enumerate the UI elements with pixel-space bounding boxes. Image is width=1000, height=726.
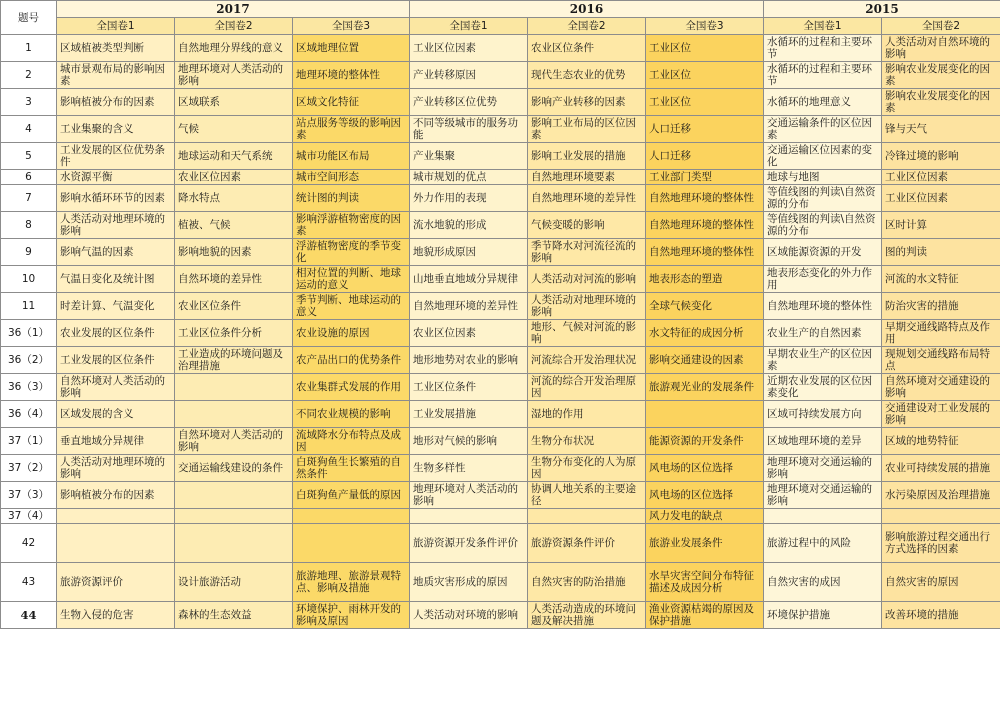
topic-cell: 地表形态的塑造 xyxy=(646,266,764,293)
topic-cell: 水污染原因及治理措施 xyxy=(882,482,1000,509)
paper-header: 全国卷1 xyxy=(57,18,175,35)
topic-cell: 水文特征的成因分析 xyxy=(646,320,764,347)
topic-cell: 河流的综合开发治理原因 xyxy=(528,374,646,401)
table-row xyxy=(1,212,1000,239)
paper-header-row xyxy=(1,18,1000,35)
topic-cell: 风电场的区位选择 xyxy=(646,482,764,509)
topic-cell: 影响气温的因素 xyxy=(57,239,175,266)
topic-cell: 交通运输线建设的条件 xyxy=(175,455,293,482)
topic-cell: 生物入侵的危害 xyxy=(57,602,175,629)
table-row xyxy=(1,185,1000,212)
topic-cell: 工业区位因素 xyxy=(882,170,1000,185)
topic-cell: 农业区位因素 xyxy=(175,170,293,185)
topic-cell: 自然地理环境的整体性 xyxy=(646,212,764,239)
topic-cell xyxy=(57,509,175,524)
topic-cell: 交通建设对工业发展的影响 xyxy=(882,401,1000,428)
topic-cell: 影响农业发展变化的因素 xyxy=(882,62,1000,89)
topic-cell: 水旱灾害空间分布特征描述及成因分析 xyxy=(646,563,764,602)
table-row xyxy=(1,428,1000,455)
topic-cell xyxy=(175,509,293,524)
topic-cell: 区域地理环境的差异 xyxy=(764,428,882,455)
topic-cell: 地理环境的整体性 xyxy=(293,62,410,89)
question-number: 9 xyxy=(1,239,57,266)
question-number: 43 xyxy=(1,563,57,602)
topic-cell: 地理环境对人类活动的影响 xyxy=(410,482,528,509)
topic-cell: 农业区位因素 xyxy=(410,320,528,347)
topic-cell: 自然环境对人类活动的影响 xyxy=(57,374,175,401)
table-row xyxy=(1,89,1000,116)
topic-cell: 旅游观光业的发展条件 xyxy=(646,374,764,401)
question-number: 5 xyxy=(1,143,57,170)
year-header-row xyxy=(1,1,1000,18)
topic-cell: 自然环境的差异性 xyxy=(175,266,293,293)
topic-cell: 锋与天气 xyxy=(882,116,1000,143)
table-row xyxy=(1,320,1000,347)
topic-cell: 渔业资源枯竭的原因及保护措施 xyxy=(646,602,764,629)
topic-cell: 水资源平衡 xyxy=(57,170,175,185)
question-number: 42 xyxy=(1,524,57,563)
topic-cell: 协调人地关系的主要途径 xyxy=(528,482,646,509)
topic-cell: 地质灾害形成的原因 xyxy=(410,563,528,602)
topic-cell: 城市空间形态 xyxy=(293,170,410,185)
topic-cell: 影响水循环环节的因素 xyxy=(57,185,175,212)
topic-cell: 地形对气候的影响 xyxy=(410,428,528,455)
table-row xyxy=(1,455,1000,482)
topic-cell: 地理环境对交通运输的影响 xyxy=(764,455,882,482)
topic-cell: 区域能源资源的开发 xyxy=(764,239,882,266)
topic-cell: 地表形态变化的外力作用 xyxy=(764,266,882,293)
topic-cell: 人类活动对地理环境的影响 xyxy=(57,455,175,482)
topic-cell: 人类活动对自然环境的影响 xyxy=(882,35,1000,62)
paper-header: 全国卷1 xyxy=(764,18,882,35)
topic-cell: 工业集聚的含义 xyxy=(57,116,175,143)
topic-cell xyxy=(764,509,882,524)
topic-cell: 旅游资源条件评价 xyxy=(528,524,646,563)
topic-cell: 风力发电的缺点 xyxy=(646,509,764,524)
topic-cell: 地貌形成原因 xyxy=(410,239,528,266)
topic-cell: 影响农业发展变化的因素 xyxy=(882,89,1000,116)
table-row xyxy=(1,563,1000,602)
topic-cell: 区域联系 xyxy=(175,89,293,116)
topic-cell: 旅游资源评价 xyxy=(57,563,175,602)
topic-cell: 地形、气候对河流的影响 xyxy=(528,320,646,347)
topic-cell: 城市功能区布局 xyxy=(293,143,410,170)
question-number: 10 xyxy=(1,266,57,293)
topic-cell xyxy=(882,509,1000,524)
topic-cell: 影响产业转移的因素 xyxy=(528,89,646,116)
question-number: 36（2） xyxy=(1,347,57,374)
topic-cell: 风电场的区位选择 xyxy=(646,455,764,482)
paper-header: 全国卷2 xyxy=(528,18,646,35)
topic-cell: 旅游地理、旅游景观特点、影响及措施 xyxy=(293,563,410,602)
topic-cell: 近期农业发展的区位因素变化 xyxy=(764,374,882,401)
topic-cell: 人类活动造成的环境问题及解决措施 xyxy=(528,602,646,629)
topic-cell: 全球气候变化 xyxy=(646,293,764,320)
topic-cell: 现代生态农业的优势 xyxy=(528,62,646,89)
topic-cell xyxy=(175,401,293,428)
topic-cell: 地球与地图 xyxy=(764,170,882,185)
topic-cell xyxy=(175,482,293,509)
topic-cell: 影响工业发展的措施 xyxy=(528,143,646,170)
table-row xyxy=(1,62,1000,89)
topic-cell: 工业区位因素 xyxy=(882,185,1000,212)
topic-cell: 人类活动对地理环境的影响 xyxy=(57,212,175,239)
topic-cell: 工业发展措施 xyxy=(410,401,528,428)
topic-cell: 农业生产的自然因素 xyxy=(764,320,882,347)
paper-header: 全国卷3 xyxy=(646,18,764,35)
topic-cell: 自然地理分界线的意义 xyxy=(175,35,293,62)
question-number: 1 xyxy=(1,35,57,62)
question-number: 3 xyxy=(1,89,57,116)
topic-cell: 降水特点 xyxy=(175,185,293,212)
table-row xyxy=(1,116,1000,143)
topic-cell: 湿地的作用 xyxy=(528,401,646,428)
topic-cell: 工业发展的区位优势条件 xyxy=(57,143,175,170)
topic-cell: 河流的水文特征 xyxy=(882,266,1000,293)
topic-cell: 农业集群式发展的作用 xyxy=(293,374,410,401)
topic-cell: 流水地貌的形成 xyxy=(410,212,528,239)
topic-cell: 影响工业布局的区位因素 xyxy=(528,116,646,143)
topic-cell xyxy=(646,401,764,428)
topic-cell: 水循环的过程和主要环节 xyxy=(764,62,882,89)
topic-cell: 气温日变化及统计图 xyxy=(57,266,175,293)
topic-cell: 产业转移原因 xyxy=(410,62,528,89)
topic-cell: 等值线图的判读\自然资源的分布 xyxy=(764,185,882,212)
topic-cell: 交通运输条件的区位因素 xyxy=(764,116,882,143)
table-row xyxy=(1,347,1000,374)
topic-cell: 冷锋过境的影响 xyxy=(882,143,1000,170)
topic-cell: 时差计算、气温变化 xyxy=(57,293,175,320)
table-row xyxy=(1,524,1000,563)
topic-cell: 自然地理环境的整体性 xyxy=(646,185,764,212)
question-number: 37（2） xyxy=(1,455,57,482)
topic-cell: 农业区位条件 xyxy=(175,293,293,320)
topic-cell: 交通运输区位因素的变化 xyxy=(764,143,882,170)
topic-cell: 影响交通建设的因素 xyxy=(646,347,764,374)
question-number: 11 xyxy=(1,293,57,320)
topic-cell: 季节降水对河流径流的影响 xyxy=(528,239,646,266)
topic-cell: 影响地貌的因素 xyxy=(175,239,293,266)
topic-cell: 生物多样性 xyxy=(410,455,528,482)
topic-cell: 工业区位 xyxy=(646,89,764,116)
table-row xyxy=(1,401,1000,428)
year-2016-header: 2016 xyxy=(410,1,764,18)
topic-cell: 白斑狗鱼产量低的原因 xyxy=(293,482,410,509)
topic-cell: 自然地理环境要素 xyxy=(528,170,646,185)
topic-cell: 流域降水分布特点及成因 xyxy=(293,428,410,455)
topic-cell xyxy=(175,524,293,563)
topic-cell: 区域发展的含义 xyxy=(57,401,175,428)
topic-cell: 自然灾害的原因 xyxy=(882,563,1000,602)
question-number: 6 xyxy=(1,170,57,185)
question-number-header: 题号 xyxy=(1,1,57,35)
topic-cell: 改善环境的措施 xyxy=(882,602,1000,629)
year-2015-header: 2015 xyxy=(764,1,1000,18)
topic-cell: 统计图的判读 xyxy=(293,185,410,212)
topic-cell: 影响植被分布的因素 xyxy=(57,89,175,116)
topic-cell: 相对位置的判断、地球运动的意义 xyxy=(293,266,410,293)
topic-cell: 城市景观布局的影响因素 xyxy=(57,62,175,89)
topic-cell xyxy=(293,524,410,563)
table-body xyxy=(1,35,1000,629)
topic-cell: 影响浮游植物密度的因素 xyxy=(293,212,410,239)
table-row xyxy=(1,266,1000,293)
topic-cell: 森林的生态效益 xyxy=(175,602,293,629)
topic-cell xyxy=(528,509,646,524)
topic-cell: 旅游资源开发条件评价 xyxy=(410,524,528,563)
topic-cell xyxy=(175,374,293,401)
topic-cell: 水循环的过程和主要环节 xyxy=(764,35,882,62)
table-row xyxy=(1,602,1000,629)
topic-cell: 旅游业发展条件 xyxy=(646,524,764,563)
topic-cell: 气候变暖的影响 xyxy=(528,212,646,239)
topic-cell: 山地垂直地域分异规律 xyxy=(410,266,528,293)
topic-cell: 白斑狗鱼生长繁殖的自然条件 xyxy=(293,455,410,482)
topic-cell: 环境保护措施 xyxy=(764,602,882,629)
topic-cell: 工业区位因素 xyxy=(410,35,528,62)
topic-cell: 工业发展的区位条件 xyxy=(57,347,175,374)
topic-cell: 区域的地势特征 xyxy=(882,428,1000,455)
year-2017-header: 2017 xyxy=(57,1,410,18)
paper-header: 全国卷1 xyxy=(410,18,528,35)
topic-cell: 地球运动和天气系统 xyxy=(175,143,293,170)
topic-cell: 图的判读 xyxy=(882,239,1000,266)
topic-cell: 季节判断、地球运动的意义 xyxy=(293,293,410,320)
paper-header: 全国卷2 xyxy=(175,18,293,35)
table-row xyxy=(1,143,1000,170)
topic-cell: 人类活动对环境的影响 xyxy=(410,602,528,629)
topic-cell: 工业部门类型 xyxy=(646,170,764,185)
topic-cell: 自然地理环境的差异性 xyxy=(410,293,528,320)
table-row xyxy=(1,509,1000,524)
paper-header: 全国卷2 xyxy=(882,18,1000,35)
question-number: 36（1） xyxy=(1,320,57,347)
table-row xyxy=(1,482,1000,509)
topic-cell: 能源资源的开发条件 xyxy=(646,428,764,455)
topic-cell: 地理环境对交通运输的影响 xyxy=(764,482,882,509)
topic-cell: 气候 xyxy=(175,116,293,143)
topic-cell: 农产品出口的优势条件 xyxy=(293,347,410,374)
table-row xyxy=(1,293,1000,320)
topic-cell: 工业区位条件分析 xyxy=(175,320,293,347)
topic-cell: 农业设施的原因 xyxy=(293,320,410,347)
topic-cell: 浮游植物密度的季节变化 xyxy=(293,239,410,266)
topic-cell: 现规划交通线路布局特点 xyxy=(882,347,1000,374)
question-number: 36（4） xyxy=(1,401,57,428)
question-number: 37（1） xyxy=(1,428,57,455)
topic-cell: 不同等级城市的服务功能 xyxy=(410,116,528,143)
question-number: 7 xyxy=(1,185,57,212)
topic-cell: 外力作用的表现 xyxy=(410,185,528,212)
topic-cell: 早期农业生产的区位因素 xyxy=(764,347,882,374)
topic-cell: 农业可持续发展的措施 xyxy=(882,455,1000,482)
topic-cell: 产业集聚 xyxy=(410,143,528,170)
topic-cell: 人类活动对地理环境的影响 xyxy=(528,293,646,320)
topic-cell: 区域文化特征 xyxy=(293,89,410,116)
topic-cell: 区域地理位置 xyxy=(293,35,410,62)
question-number: 44 xyxy=(1,602,57,629)
topic-cell: 植被、气候 xyxy=(175,212,293,239)
topic-cell: 人类活动对河流的影响 xyxy=(528,266,646,293)
topic-cell: 旅游过程中的风险 xyxy=(764,524,882,563)
topic-cell: 影响旅游过程交通出行方式选择的因素 xyxy=(882,524,1000,563)
question-number: 36（3） xyxy=(1,374,57,401)
topic-cell: 自然灾害的成因 xyxy=(764,563,882,602)
topic-cell: 站点服务等级的影响因素 xyxy=(293,116,410,143)
topic-cell xyxy=(57,524,175,563)
topic-cell: 工业区位条件 xyxy=(410,374,528,401)
topic-cell: 环境保护、雨林开发的影响及原因 xyxy=(293,602,410,629)
topic-cell: 区域植被类型判断 xyxy=(57,35,175,62)
topic-cell: 生物分布变化的人为原因 xyxy=(528,455,646,482)
topic-cell: 防治灾害的措施 xyxy=(882,293,1000,320)
topic-cell: 水循环的地理意义 xyxy=(764,89,882,116)
topic-cell: 生物分布状况 xyxy=(528,428,646,455)
topic-cell: 区域可持续发展方向 xyxy=(764,401,882,428)
topic-cell: 产业转移区位优势 xyxy=(410,89,528,116)
paper-header: 全国卷3 xyxy=(293,18,410,35)
topic-cell: 不同农业规模的影响 xyxy=(293,401,410,428)
topic-cell xyxy=(293,509,410,524)
topic-cell: 自然地理环境的整体性 xyxy=(764,293,882,320)
topic-cell: 工业区位 xyxy=(646,62,764,89)
question-number: 37（3） xyxy=(1,482,57,509)
topic-cell: 地理环境对人类活动的影响 xyxy=(175,62,293,89)
topic-cell: 工业造成的环境问题及治理措施 xyxy=(175,347,293,374)
table-row xyxy=(1,35,1000,62)
question-number: 37（4） xyxy=(1,509,57,524)
table-row xyxy=(1,170,1000,185)
table-row xyxy=(1,374,1000,401)
topic-cell: 人口迁移 xyxy=(646,116,764,143)
topic-cell: 自然地理环境的差异性 xyxy=(528,185,646,212)
topic-cell: 设计旅游活动 xyxy=(175,563,293,602)
table-row xyxy=(1,239,1000,266)
topic-cell: 工业区位 xyxy=(646,35,764,62)
topic-cell: 农业区位条件 xyxy=(528,35,646,62)
topic-cell: 城市规划的优点 xyxy=(410,170,528,185)
topic-cell: 等值线图的判读\自然资源的分布 xyxy=(764,212,882,239)
topic-cell: 自然地理环境的整体性 xyxy=(646,239,764,266)
topic-cell: 自然灾害的防治措施 xyxy=(528,563,646,602)
topic-cell: 人口迁移 xyxy=(646,143,764,170)
topic-cell: 区时计算 xyxy=(882,212,1000,239)
question-number: 8 xyxy=(1,212,57,239)
topic-cell: 垂直地域分异规律 xyxy=(57,428,175,455)
question-number: 4 xyxy=(1,116,57,143)
topic-cell xyxy=(410,509,528,524)
topic-cell: 自然环境对人类活动的影响 xyxy=(175,428,293,455)
topic-cell: 影响植被分布的因素 xyxy=(57,482,175,509)
topic-cell: 农业发展的区位条件 xyxy=(57,320,175,347)
topic-cell: 自然环境对交通建设的影响 xyxy=(882,374,1000,401)
topic-cell: 地形地势对农业的影响 xyxy=(410,347,528,374)
topic-cell: 早期交通线路特点及作用 xyxy=(882,320,1000,347)
question-number: 2 xyxy=(1,62,57,89)
topic-cell: 河流综合开发治理状况 xyxy=(528,347,646,374)
